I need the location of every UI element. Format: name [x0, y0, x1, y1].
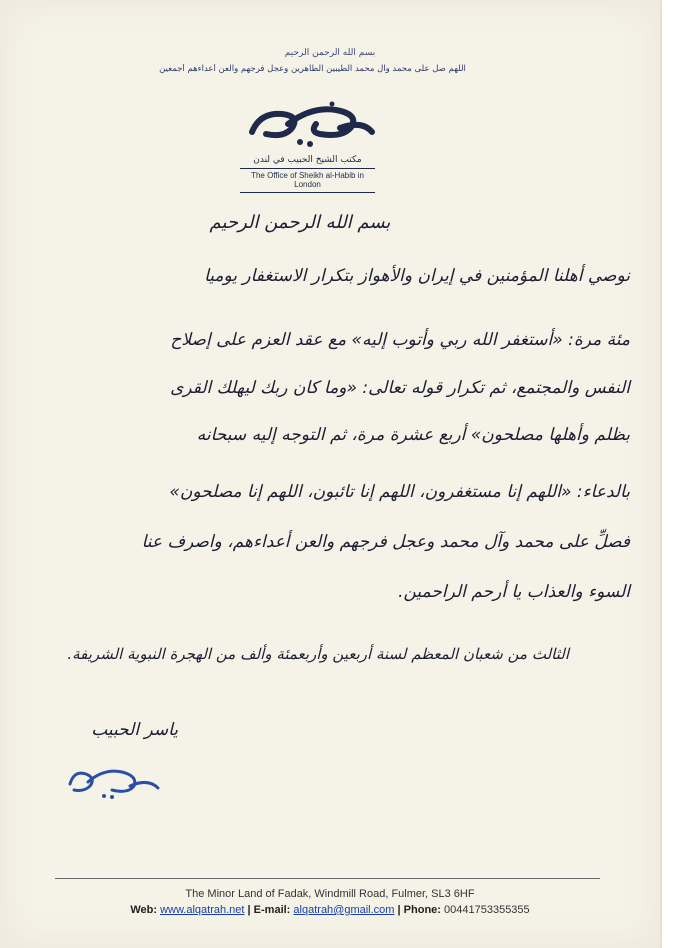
letter-line: بالدعاء: «اللهم إنا مستغفرون، اللهم إنا تائبون، اللهم إنا مصلحون»	[169, 482, 630, 502]
footer-contact	[0, 904, 660, 916]
letter-line: النفس والمجتمع، ثم تكرار قوله تعالى: «وما كان ربك ليهلك القرى	[170, 378, 630, 398]
phone-label: Phone:	[403, 904, 441, 916]
letter-line: السوء والعذاب يا أرحم الراحمين.	[398, 582, 630, 602]
letter-line: بظلم وأهلها مصلحون» أربع عشرة مرة، ثم التوجه إليه سبحانه	[196, 425, 630, 445]
web-link[interactable]: www.alqatrah.net	[160, 904, 245, 916]
office-name-arabic: مكتب الشيخ الحبيب في لندن	[240, 155, 375, 169]
logo-text: الحبيب	[240, 98, 243, 99]
phone-number: 00441753355355	[444, 904, 530, 916]
letterhead-salawat: اللهم صل على محمد وآل محمد الطيبين الطاهرين وعجل فرجهم والعن أعداءهم أجمعين	[159, 64, 466, 74]
letter-line: نوصي أهلنا المؤمنين في إيران والأهواز بتكرار الاستغفار يوميا	[204, 266, 630, 286]
footer-divider	[55, 878, 600, 879]
letterhead-basmala: بسم الله الرحمن الرحيم	[284, 48, 376, 58]
separator: |	[397, 904, 401, 916]
office-name-english: The Office of Sheikh al-Habib in London	[240, 171, 375, 193]
letter-opening: بسم الله الرحمن الرحيم	[209, 212, 391, 233]
letter-date: الثالث من شعبان المعظم لسنة أربعين وأربعمئة وألف من الهجرة النبوية الشريفة.	[67, 645, 569, 663]
habib-logo	[240, 98, 380, 150]
signature-mark	[64, 762, 164, 800]
signature-text: الحبيب	[64, 762, 67, 763]
signer-name: ياسر الحبيب	[91, 720, 178, 740]
letter-line: فصلِّ على محمد وآل محمد وعجل فرجهم والعن أعداءهم، واصرف عنا	[141, 532, 630, 552]
email-link[interactable]: alqatrah@gmail.com	[293, 904, 395, 916]
web-label: Web:	[130, 904, 158, 916]
letter-line: مئة مرة: «أستغفر الله ربي وأتوب إليه» مع عقد العزم على إصلاح	[170, 330, 630, 350]
separator: |	[247, 904, 251, 916]
footer-address: The Minor Land of Fadak, Windmill Road, Fulmer, SL3 6HF	[185, 888, 475, 900]
email-label: E-mail:	[253, 904, 291, 916]
